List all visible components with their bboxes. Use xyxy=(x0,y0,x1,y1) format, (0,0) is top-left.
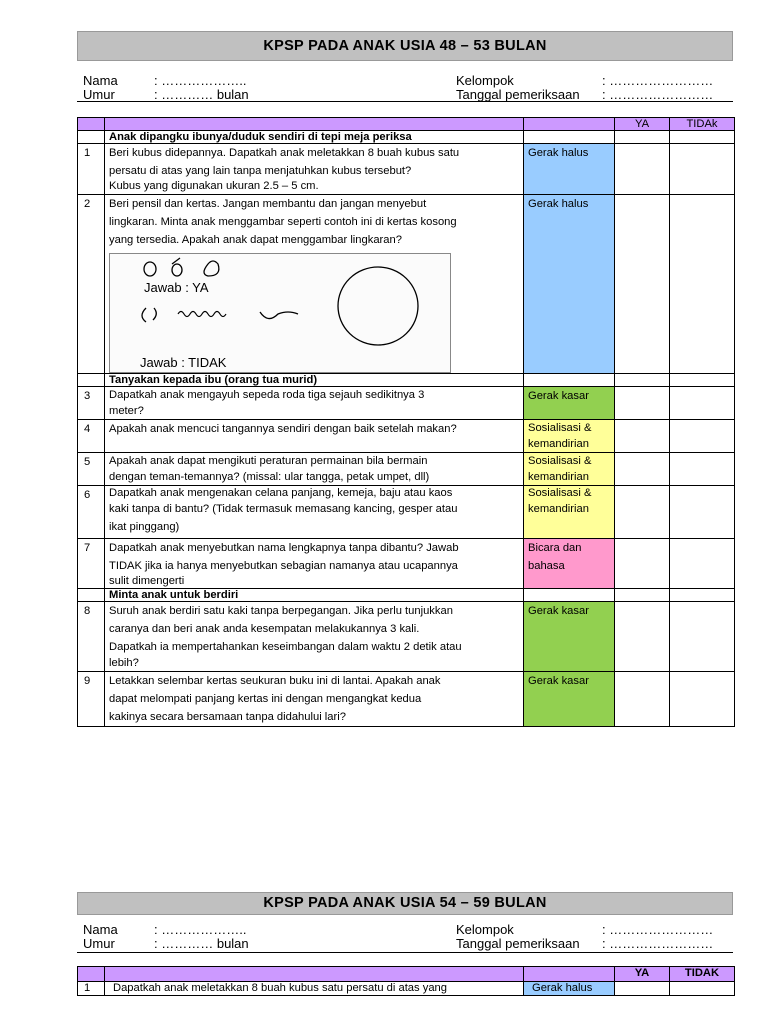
question-line: ikat pinggang) xyxy=(109,521,180,533)
question-line: Beri pensil dan kertas. Jangan membantu dan jangan menyebut xyxy=(109,198,427,210)
table-row xyxy=(78,144,735,195)
ya-checkbox-cell[interactable] xyxy=(615,539,670,589)
question-line: kakinya secara bersamaan tanpa didahului lari? xyxy=(109,711,346,723)
item-number: 6 xyxy=(78,486,105,539)
question-line: Suruh anak berdiri satu kaki tanpa berpegangan. Jika perlu tunjukkan xyxy=(109,605,453,617)
circle-sketch xyxy=(204,261,219,276)
section-row xyxy=(78,131,735,144)
patient-info xyxy=(77,73,733,103)
open-curve-sketch xyxy=(142,308,146,322)
tidak-checkbox-cell[interactable] xyxy=(670,195,735,374)
divider xyxy=(77,101,733,102)
item-number: 9 xyxy=(78,672,105,727)
kelompok-label: Kelompok xyxy=(456,73,514,88)
category-cell: Gerak halus xyxy=(524,982,615,996)
tidak-checkbox-cell[interactable] xyxy=(670,387,735,420)
ya-column-header: YA xyxy=(615,967,670,982)
circle-sketch xyxy=(172,258,180,264)
ya-checkbox-cell[interactable] xyxy=(615,387,670,420)
item-question: Dapatkah anak meletakkan 8 buah kubus satu persatu di atas yang xyxy=(105,982,524,996)
category-cell xyxy=(524,420,615,453)
table-row xyxy=(78,486,735,539)
table-row xyxy=(78,195,735,374)
question-line: Kubus yang digunakan ukuran 2.5 – 5 cm. xyxy=(109,180,319,192)
category-cell xyxy=(524,453,615,486)
category-cell: Gerak halus xyxy=(524,195,615,374)
item-number: 1 xyxy=(78,144,105,195)
page-title: KPSP PADA ANAK USIA 48 – 53 BULAN xyxy=(77,31,733,61)
ya-checkbox-cell[interactable] xyxy=(615,144,670,195)
item-number: 2 xyxy=(78,195,105,374)
category-cell: Gerak kasar xyxy=(524,387,615,420)
tanggal-label: Tanggal pemeriksaan xyxy=(456,936,580,951)
question-line: Dapatkah anak mengayuh sepeda roda tiga sejauh sedikitnya 3 xyxy=(109,389,425,401)
table-row xyxy=(78,602,735,672)
table-header-row xyxy=(78,118,735,131)
ya-checkbox-cell[interactable] xyxy=(615,602,670,672)
open-curve-sketch xyxy=(153,308,156,320)
header-cell xyxy=(78,118,105,131)
item-number: 5 xyxy=(78,453,105,486)
question-line: Letakkan selembar kertas seukuran buku ini di lantai. Apakah anak xyxy=(109,675,441,687)
nama-field[interactable]: : ……………….. xyxy=(154,73,247,88)
ya-checkbox-cell[interactable] xyxy=(615,195,670,374)
tidak-checkbox-cell[interactable] xyxy=(670,453,735,486)
kelompok-field[interactable]: : …………………… xyxy=(602,922,714,937)
umur-field[interactable]: : ………… bulan xyxy=(154,936,249,951)
question-line: Apakah anak mencuci tangannya sendiri dengan baik setelah makan? xyxy=(109,423,457,435)
large-circle xyxy=(338,267,418,345)
question-line: Beri kubus didepannya. Dapatkah anak meletakkan 8 buah kubus satu xyxy=(109,147,460,159)
question-line: lebih? xyxy=(109,657,139,669)
section-row xyxy=(78,374,735,387)
question-line: dengan teman-temannya? (missal: ular tangga, petak umpet, dll) xyxy=(109,471,430,483)
tidak-checkbox-cell[interactable] xyxy=(670,486,735,539)
item-question xyxy=(105,453,524,486)
ya-checkbox-cell[interactable] xyxy=(615,453,670,486)
ya-column-header: YA xyxy=(615,118,670,131)
item-question xyxy=(105,420,524,453)
category-line: Sosialisasi & xyxy=(528,487,592,499)
item-question xyxy=(105,486,524,539)
category-line: kemandirian xyxy=(528,503,589,515)
item-number: 7 xyxy=(78,539,105,589)
page-title-2: KPSP PADA ANAK USIA 54 – 59 BULAN xyxy=(77,892,733,915)
question-line: sulit dimengerti xyxy=(109,575,185,587)
category-cell xyxy=(524,539,615,589)
table-row xyxy=(78,387,735,420)
section-title: Minta anak untuk berdiri xyxy=(105,589,524,602)
answer-yes-label: Jawab : YA xyxy=(144,280,209,295)
category-cell xyxy=(524,486,615,539)
tidak-checkbox-cell[interactable] xyxy=(670,420,735,453)
item-number: 4 xyxy=(78,420,105,453)
divider xyxy=(77,952,733,953)
item-question xyxy=(105,539,524,589)
question-line: dapat melompati panjang kertas ini dengan mengangkat kedua xyxy=(109,693,422,705)
section-row xyxy=(78,589,735,602)
item-number: 3 xyxy=(78,387,105,420)
section-title: Tanyakan kepada ibu (orang tua murid) xyxy=(105,374,524,387)
question-line: kaki tanpa di bantu? (Tidak termasuk memasang kancing, gesper atau xyxy=(109,503,458,515)
table-row xyxy=(78,539,735,589)
nama-field[interactable]: : ……………….. xyxy=(154,922,247,937)
circle-sketch xyxy=(172,264,182,276)
item-question xyxy=(105,144,524,195)
nama-label: Nama xyxy=(83,73,118,88)
question-line: Apakah anak dapat mengikuti peraturan permainan bila bermain xyxy=(109,455,428,467)
tanggal-field[interactable]: : …………………… xyxy=(602,936,714,951)
category-line: Sosialisasi & xyxy=(528,455,592,467)
circle-sketch xyxy=(144,262,156,276)
tidak-checkbox-cell[interactable] xyxy=(670,144,735,195)
kpsp-table xyxy=(77,117,735,727)
item-question xyxy=(105,602,524,672)
question-line: meter? xyxy=(109,405,144,417)
header-cell xyxy=(524,118,615,131)
category-line: Bicara dan xyxy=(528,542,582,554)
table-row xyxy=(78,672,735,727)
question-line: persatu di atas yang lain tanpa menjatuhkan kubus tersebut? xyxy=(109,165,412,177)
answer-no-label: Jawab : TIDAK xyxy=(140,355,227,370)
tidak-checkbox-cell[interactable] xyxy=(670,672,735,727)
table-row xyxy=(78,420,735,453)
category-cell: Gerak halus xyxy=(524,144,615,195)
tidak-column-header: TIDAk xyxy=(670,118,735,131)
question-line: yang tersedia. Apakah anak dapat menggambar lingkaran? xyxy=(109,234,402,246)
question-line: Dapatkah anak mengenakan celana panjang, kemeja, baju atau kaos xyxy=(109,487,453,499)
item-number: 1 xyxy=(78,982,105,996)
umur-label: Umur xyxy=(83,87,115,102)
ya-checkbox-cell[interactable] xyxy=(615,486,670,539)
ya-checkbox-cell[interactable] xyxy=(615,672,670,727)
scribble-sketch xyxy=(178,312,226,317)
ya-checkbox-cell[interactable] xyxy=(615,420,670,453)
category-line: kemandirian xyxy=(528,471,589,483)
category-line: Sosialisasi & xyxy=(528,422,592,434)
tanggal-label: Tanggal pemeriksaan xyxy=(456,87,580,102)
section-title: Anak dipangku ibunya/duduk sendiri di tepi meja periksa xyxy=(105,131,524,144)
item-number: 8 xyxy=(78,602,105,672)
tidak-checkbox-cell[interactable] xyxy=(670,539,735,589)
header-cell xyxy=(105,118,524,131)
umur-field[interactable]: : ………… bulan xyxy=(154,87,249,102)
nama-label: Nama xyxy=(83,922,118,937)
tidak-column-header: TIDAK xyxy=(670,967,735,982)
item-question xyxy=(105,672,524,727)
open-curve-sketch xyxy=(260,312,298,319)
category-line: kemandirian xyxy=(528,438,589,450)
table-row xyxy=(78,982,735,996)
tanggal-field[interactable]: : …………………… xyxy=(602,87,714,102)
kpsp-table-2 xyxy=(77,966,735,996)
tidak-checkbox-cell[interactable] xyxy=(670,602,735,672)
item-question xyxy=(105,195,524,374)
question-line: caranya dan beri anak anda kesempatan melakukannya 3 kali. xyxy=(109,623,420,635)
umur-label: Umur xyxy=(83,936,115,951)
question-line: TIDAK jika ia hanya menyebutkan sebagian namanya atau ucapannya xyxy=(109,560,458,572)
kelompok-field[interactable]: : …………………… xyxy=(602,73,714,88)
ya-checkbox-cell[interactable] xyxy=(615,982,670,996)
table-row xyxy=(78,453,735,486)
question-line: lingkaran. Minta anak menggambar seperti contoh ini di kertas kosong xyxy=(109,216,457,228)
item-question xyxy=(105,387,524,420)
category-line: bahasa xyxy=(528,560,565,572)
category-cell: Gerak kasar xyxy=(524,602,615,672)
circle-example-figure xyxy=(109,253,451,373)
question-line: Dapatkah anak menyebutkan nama lengkapnya tanpa dibantu? Jawab xyxy=(109,542,459,554)
category-cell: Gerak kasar xyxy=(524,672,615,727)
question-line: Dapatkah ia mempertahankan keseimbangan dalam waktu 2 detik atau xyxy=(109,641,462,653)
table-header-row xyxy=(78,967,735,982)
kelompok-label: Kelompok xyxy=(456,922,514,937)
tidak-checkbox-cell[interactable] xyxy=(670,982,735,996)
patient-info-2 xyxy=(77,922,733,954)
